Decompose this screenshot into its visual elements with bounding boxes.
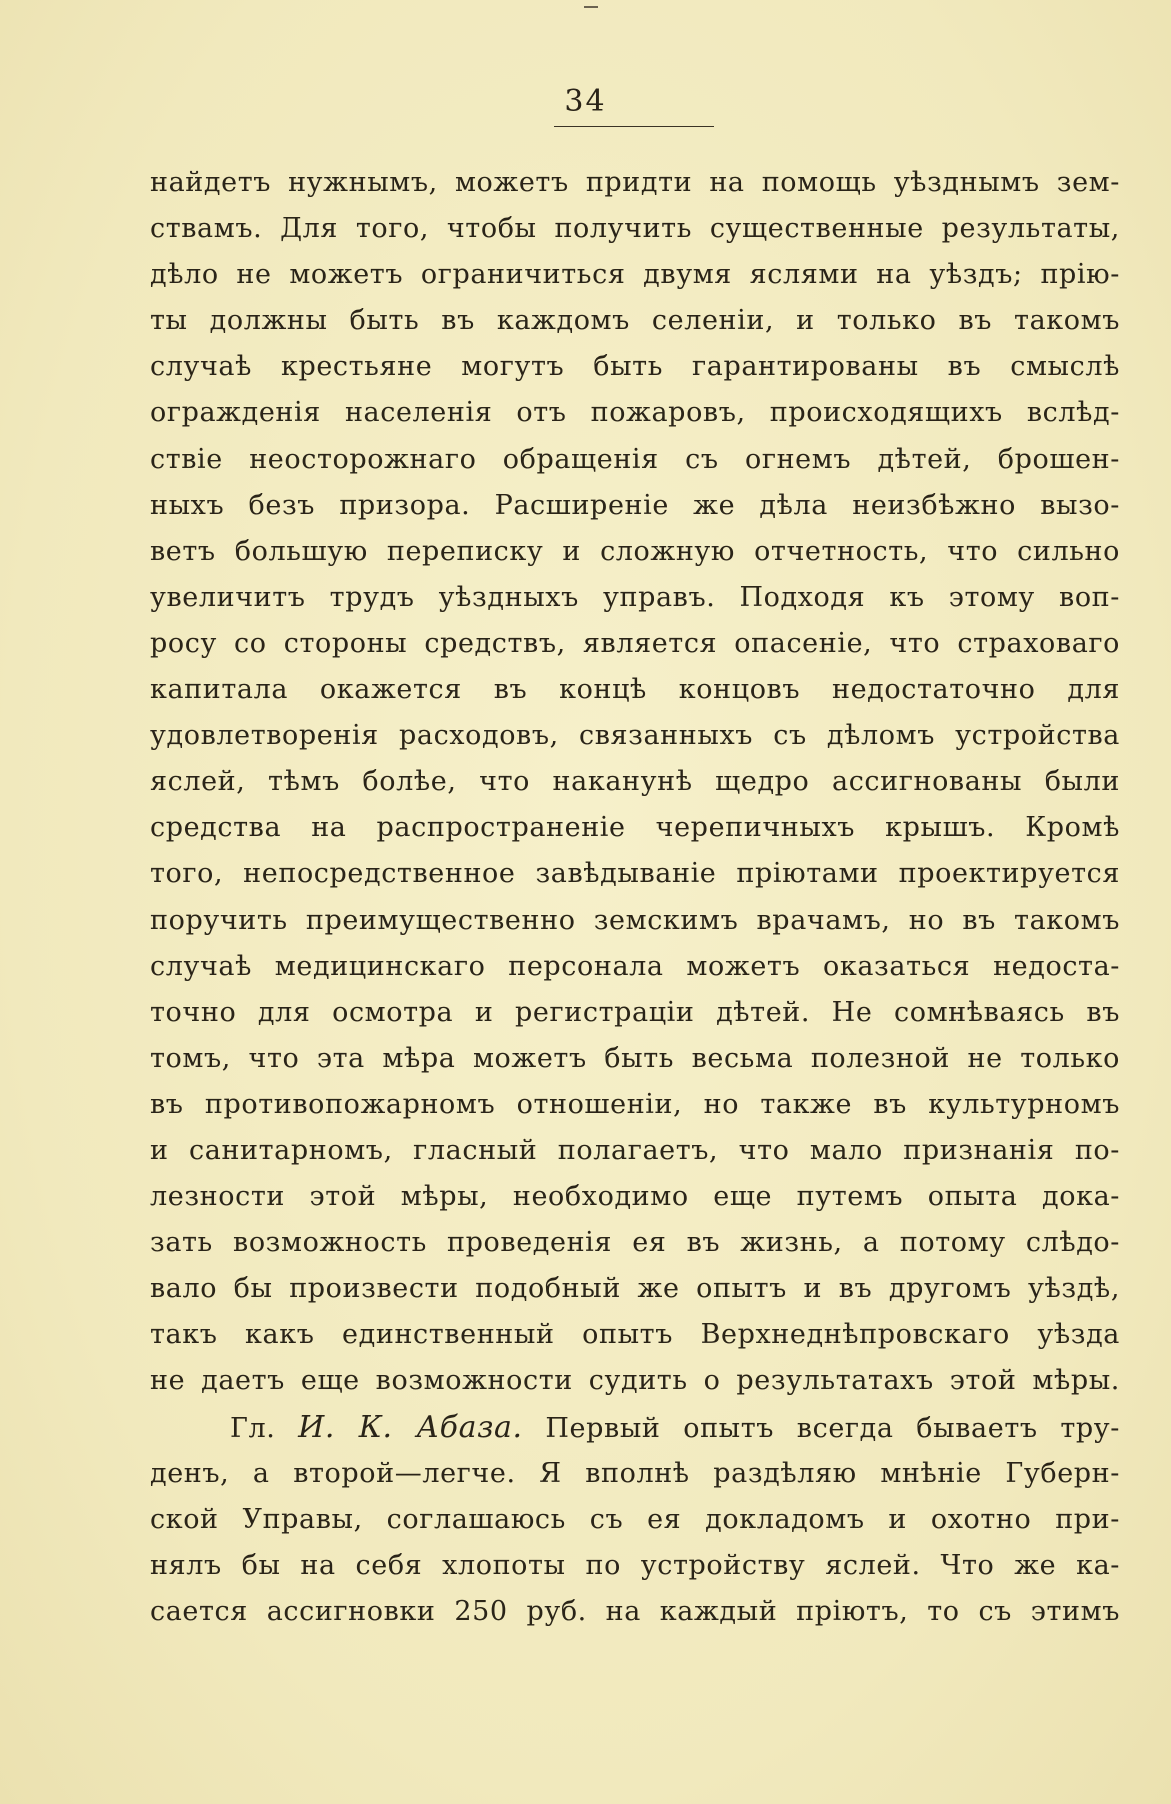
- text-line: огражденія населенія отъ пожаровъ, происходящихъ вслѣд-: [150, 397, 1120, 429]
- text-line: томъ, что эта мѣра можетъ быть весьма полезной не только: [150, 1042, 1120, 1074]
- text-line: такъ какъ единственный опытъ Верхнеднѣпровскаго уѣзда: [150, 1319, 1120, 1351]
- text-line: найдетъ нужнымъ, можетъ придти на помощь уѣзднымъ зем-: [150, 167, 1120, 198]
- speaker-name: И. К. Абаза.: [298, 1409, 523, 1445]
- text-line: случаѣ крестьяне могутъ быть гарантированы въ смыслѣ: [150, 351, 1120, 383]
- speech-first-line-text: Первый опытъ всегда бываетъ тру-: [545, 1412, 1120, 1444]
- text-line: ныхъ безъ призора. Расширеніе же дѣла неизбѣжно вызо-: [150, 489, 1120, 521]
- text-line: зать возможность проведенія ея въ жизнь, а потому слѣдо-: [150, 1227, 1120, 1259]
- text-line: ствіе неосторожнаго обращенія съ огнемъ дѣтей, брошен-: [150, 443, 1120, 475]
- text-line: ствамъ. Для того, чтобы получить существенные результаты,: [150, 213, 1120, 245]
- speech-line: денъ, а второй—легче. Я вполнѣ раздѣляю мнѣніе Губерн-: [150, 1457, 1120, 1489]
- speech-line: сается ассигновки 250 руб. на каждый пріютъ, то съ этимъ: [150, 1595, 1120, 1627]
- text-line: не даетъ еще возможности судить о результатахъ этой мѣры.: [150, 1365, 1120, 1397]
- top-edge-mark: [584, 6, 598, 8]
- text-line: ветъ большую переписку и сложную отчетность, что сильно: [150, 535, 1120, 567]
- page-number-rule: [554, 126, 714, 127]
- text-line: точно для осмотра и регистраціи дѣтей. Не сомнѣваясь въ: [150, 996, 1120, 1028]
- text-line: дѣло не можетъ ограничиться двумя яслями на уѣздъ; прію-: [150, 259, 1120, 291]
- text-line: того, непосредственное завѣдываніе пріютами проектируется: [150, 858, 1120, 890]
- speech-line: нялъ бы на себя хлопоты по устройству яслей. Что же ка-: [150, 1549, 1120, 1581]
- text-line: увеличитъ трудъ уѣздныхъ управъ. Подходя къ этому воп-: [150, 581, 1120, 613]
- page-number: 34: [564, 84, 607, 119]
- text-line: ты должны быть въ каждомъ селеніи, и только въ такомъ: [150, 305, 1120, 337]
- text-line: лезности этой мѣры, необходимо еще путемъ опыта дока-: [150, 1181, 1120, 1213]
- body-text: [150, 160, 1120, 1635]
- text-line: поручить преимущественно земскимъ врачамъ, но въ такомъ: [150, 904, 1120, 936]
- speech-line: ской Управы, соглашаюсь съ ея докладомъ и охотно при-: [150, 1503, 1120, 1535]
- text-line: вало бы произвести подобный же опытъ и въ другомъ уѣздѣ,: [150, 1273, 1120, 1305]
- text-line: средства на распространеніе черепичныхъ крышъ. Кромѣ: [150, 812, 1120, 844]
- text-line: удовлетворенія расходовъ, связанныхъ съ дѣломъ устройства: [150, 720, 1120, 752]
- text-line: яслей, тѣмъ болѣе, что наканунѣ щедро ассигнованы были: [150, 766, 1120, 798]
- text-line: и санитарномъ, гласный полагаетъ, что мало признанія по-: [150, 1134, 1120, 1166]
- speech-prefix: Гл.: [230, 1412, 276, 1444]
- speech-first-line: [150, 1405, 1120, 1451]
- text-line: въ противопожарномъ отношеніи, но также въ культурномъ: [150, 1088, 1120, 1120]
- text-line: случаѣ медицинскаго персонала можетъ оказаться недоста-: [150, 950, 1120, 982]
- text-line: капитала окажется въ концѣ концовъ недостаточно для: [150, 674, 1120, 706]
- text-line: росу со стороны средствъ, является опасеніе, что страховаго: [150, 627, 1120, 659]
